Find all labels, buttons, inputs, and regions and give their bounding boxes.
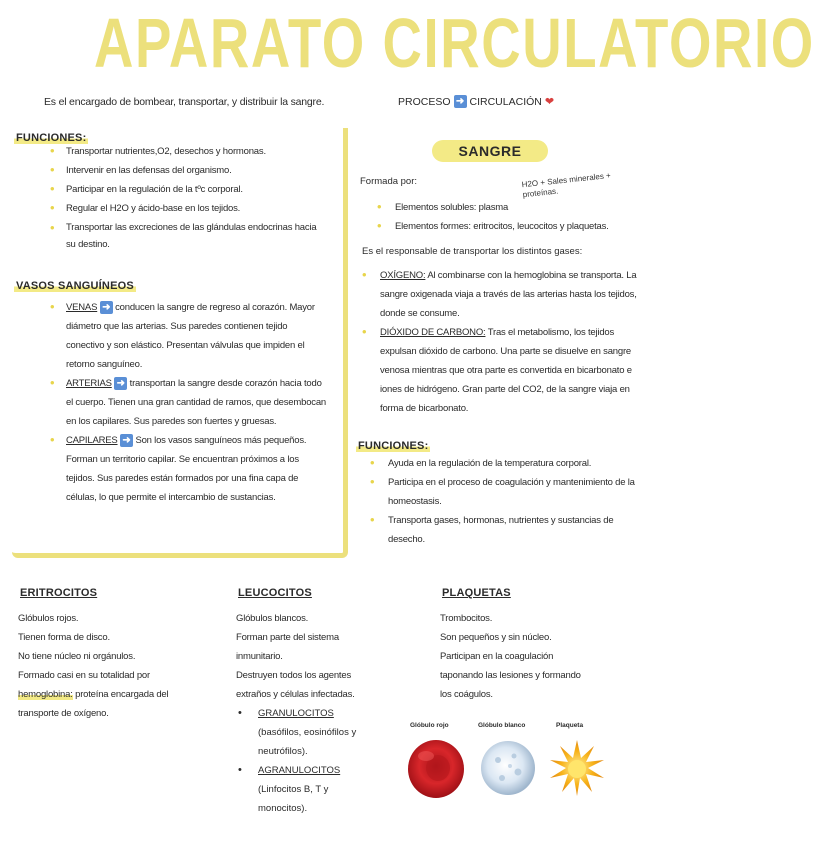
right-arrow-icon: ➜ — [114, 377, 127, 390]
list-item-arterias: • ARTERIAS ➜ transportan la sangre desde corazón hacia todo el cuerpo. Tienen una gran cantidad de ramos, que desembocan en los capilares. Sus paredes son fuertes y gruesas. — [66, 374, 328, 431]
eritrocitos-line: Formado casi en su totalidad por — [18, 670, 150, 681]
proceso-label: PROCESO — [398, 95, 451, 108]
list-item: • Participar en la regulación de la tºc corporal. — [66, 180, 328, 199]
list-item: • Participa en el proceso de coagulación y mantenimiento de la homeostasis. — [388, 473, 646, 511]
circulacion-label: CIRCULACIÓN — [469, 95, 542, 108]
eritrocitos-line: transporte de oxígeno. — [18, 708, 109, 719]
eritrocitos-line: Glóbulos rojos. — [18, 613, 79, 624]
leucocitos-line: Glóbulos blancos. — [236, 613, 309, 624]
funciones-right-section — [356, 436, 430, 454]
red-blood-cell-icon — [404, 736, 468, 800]
right-arrow-icon: ➜ — [100, 301, 113, 314]
list-item: • AGRANULOCITOS (Linfocitos B, T y monocitos). — [238, 761, 376, 818]
eritrocitos-heading: ERITROCITOS — [20, 587, 98, 599]
funciones-left-list — [66, 142, 328, 253]
list-item: • GRANULOCITOS (basófilos, eosinófilos y neutrófilos). — [238, 704, 376, 761]
gases-list — [380, 266, 646, 418]
right-arrow-icon: ➜ — [120, 434, 133, 447]
list-item-capilares: • CAPILARES ➜ Son los vasos sanguíneos más pequeños. Forman un territorio capilar. Se encuentran próximos a los tejidos. Sus paredes están formados por una fina capa de células, lo que permite el intercambio de sustancias. — [66, 431, 328, 507]
right-arrow-icon: ➜ — [454, 95, 467, 108]
vasos-heading: VASOS SANGUÍNEOS — [16, 280, 134, 292]
plaquetas-heading: PLAQUETAS — [442, 587, 511, 599]
funciones-right-list — [388, 454, 646, 549]
plaquetas-line: Son pequeños y sin núcleo. — [440, 632, 552, 643]
plaquetas-section — [440, 584, 590, 704]
funciones-right-heading: FUNCIONES: — [358, 440, 429, 452]
funciones-left-heading: FUNCIONES: — [16, 132, 87, 144]
eritrocitos-line: No tiene núcleo ni orgánulos. — [18, 651, 136, 662]
leucocitos-line: Destruyen todos los agentes extraños y células infectadas. — [236, 670, 355, 700]
list-item: • Transportar las excreciones de las glándulas endocrinas hacia su destino. — [66, 218, 328, 253]
list-item: • Elementos solubles: plasma — [395, 198, 645, 217]
proceso-line — [398, 95, 554, 108]
sangre-elementos-list — [395, 198, 645, 236]
leucocitos-sub-list — [238, 704, 376, 818]
globulo-blanco-label: Glóbulo blanco — [478, 722, 526, 729]
globulo-rojo-label: Glóbulo rojo — [410, 722, 449, 729]
formada-label: Formada por: — [360, 176, 418, 187]
leucocitos-line: Forman parte del sistema inmunitario. — [236, 632, 339, 662]
list-item-dioxido: • DIÓXIDO DE CARBONO: Tras el metabolismo, los tejidos expulsan dióxido de carbono. Una parte se disuelve en sangre venosa mientras que otra parte es convertida en bicarbonato e iones de hidrógeno. Gran parte del CO2, de la sangre viaja en forma de bicarbonato. — [380, 323, 646, 418]
list-item: • Transporta gases, hormonas, nutrientes y sustancias de desecho. — [388, 511, 646, 549]
list-item: • Regular el H2O y ácido-base en los tejidos. — [66, 199, 328, 218]
vasos-list — [66, 298, 328, 507]
heart-icon: ❤ — [544, 96, 555, 108]
eritrocitos-line: hemoglobina: proteína encargada del — [18, 689, 169, 700]
plaquetas-line: Participan en la coagulación taponando las lesiones y formando los coágulos. — [440, 651, 581, 700]
white-blood-cell-icon — [478, 738, 538, 798]
page-title: APARATO CIRCULATORIO — [94, 4, 815, 82]
sangre-heading: SANGRE — [432, 140, 548, 162]
list-item: • Transportar nutrientes,O2, desechos y hormonas. — [66, 142, 328, 161]
vasos-section — [14, 276, 136, 294]
plaquetas-line: Trombocitos. — [440, 613, 493, 624]
leucocitos-heading: LEUCOCITOS — [238, 587, 312, 599]
list-item: • Intervenir en las defensas del organismo. — [66, 161, 328, 180]
eritrocitos-section — [18, 584, 184, 723]
leucocitos-section — [236, 584, 376, 818]
responsable-text: Es el responsable de transportar los distintos gases: — [362, 246, 583, 257]
handwritten-note: H2O + Sales minerales + proteínas. — [521, 170, 612, 200]
list-item-oxigeno: • OXÍGENO: Al combinarse con la hemoglobina se transporta. La sangre oxigenada viaja a través de las arterias hasta los tejidos, donde se consume. — [380, 266, 646, 323]
eritrocitos-line: Tienen forma de disco. — [18, 632, 110, 643]
platelet-icon — [546, 738, 608, 800]
plaqueta-label: Plaqueta — [556, 722, 584, 729]
list-item: • Elementos formes: eritrocitos, leucocitos y plaquetas. — [395, 217, 645, 236]
intro-text: Es el encargado de bombear, transportar, y distribuir la sangre. — [44, 96, 325, 108]
list-item: • Ayuda en la regulación de la temperatura corporal. — [388, 454, 646, 473]
list-item-venas: • VENAS ➜ conducen la sangre de regreso al corazón. Mayor diámetro que las arterias. Sus paredes contienen tejido conectivo y son elástico. Presentan válvulas que impiden el retorno sanguíneo. — [66, 298, 328, 374]
